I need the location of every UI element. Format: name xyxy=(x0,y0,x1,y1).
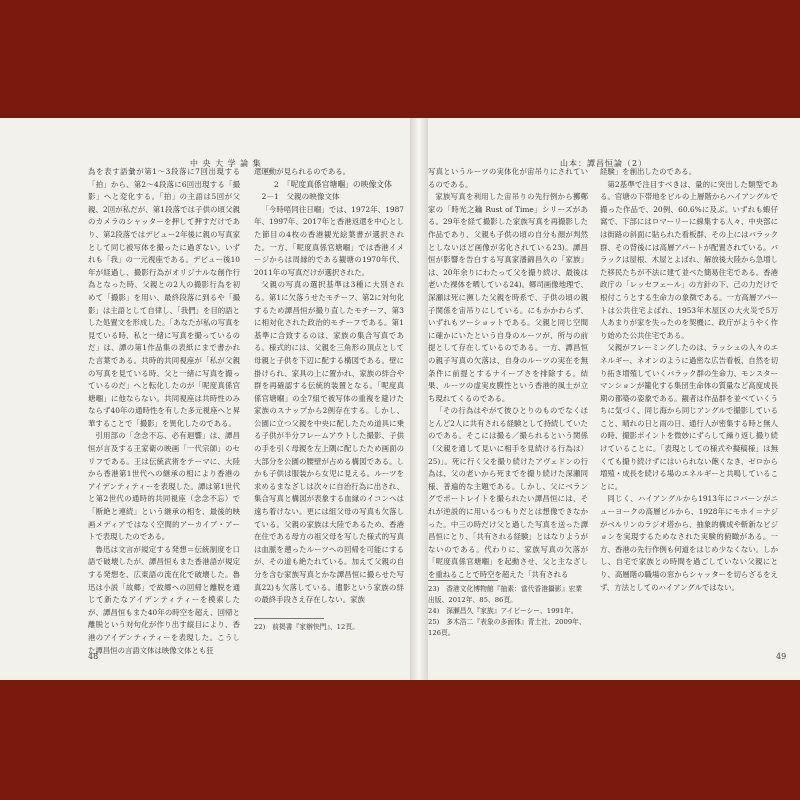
right-column-1 xyxy=(428,166,588,579)
page-number-left: 48 xyxy=(88,652,99,661)
running-head-left: 中 央 大 学 論 集 xyxy=(190,159,262,168)
running-head-right: 山本：譚昌恒論（2） xyxy=(560,159,648,168)
section-title: 2 「呢度真係官塘嗰」の映像文体 xyxy=(273,179,392,189)
paragraph: 還運動が見られるのである。 xyxy=(254,167,351,176)
paragraph: 為を表す語彙が第1〜3段落に7回出現する「拍」から、第2〜4段落に6回出現する「撮影」へと変化する。「拍」の主語は5回が父親、2回が私だが、第1段落では子供の頃父親のカメラのシャッターを押して押すだけであり、第2段落ではデビュー2年後に親の写真家として同じ被写体を撮ったに過ぎない。いずれも「我」の一元視座である。デビュー後10年が経過し、撮影行為がオリジナルな創作行為となった時、父親との2人の撮影行為を初めて「撮影」を用い、最終段落に到るや「撮影」は主語として自律し、「我們」を目的語とした処置文を形成した。「あなたが私の写真を見ている時、私と一緒に写真を撮っているのだ」は、譚の第1作品集の表紙にまで書かれた言葉である。共時的共同視座が「私が父親の写真を見ている時、父と一緒に写真を撮っているのだ」へと転化したのが「呢度真係官塘嗰」に他ならない。共同視座は共時性のみならず40年の通時性を有した多元視座へと昇華することで「撮影」を異化したのである。 xyxy=(88,167,240,428)
right-page xyxy=(428,118,800,680)
left-page xyxy=(0,118,410,680)
footnote-rule xyxy=(254,618,324,619)
paragraph: 父親がフレーミングしたのは、ラッシュの人々のエネルギー、ネオンのように過密な広告看板、自然を切り拓き増殖していくバラック群の生命力、モンスターマンションが籠化する集団生命体の質量など高度成長期の都築の姿象である。観者は作品群を並べていくうちに気づく、同じ海から同じアングルで撮影していること、晴れの日と雨の日、通行人が密集する時と無人の時、撮影ポイントを微妙にずらして繰り返し撮り続けていることに。「表現としての様式や擬稿様」は無くても撮り続けずにはいられない飽くなき、ゼロから増殖・成長を続ける場のエネルギーと共鳴していることに。 xyxy=(600,343,778,491)
paragraph: 父親の写真の選択基準は3種に大別される。第1に欠落うせたモチーフ、第2に対句化するため譚昌恒が撮り直したモチーフ、第3に相対化された政治的モチーフである。第1基準に合致するのは、家族の集合写真である。様式的には、父親を三角形の頂点として母親と子供を下辺に配する構図である。壁に掛けられ、家具の上に置かれ、家族の絆合や群を再確認する伝統的装置となる。「呢度真係官塘嗰」の全7組で被写体の重複を避けた家族のスナップから2例存在する。しかし、公園に立つ父親を中央に配したため道具に乗る子供が半分フレームアウトした撮影、子供の手を引く母親を左上隅に配したため画面の大部分を公園の腰壁が占める構図である。しかも子供は服装から女児に見える。ルーツを求めるまなざしは次々に自治行為に出され、集合写真と構図が表象する血縁のイコンへは遠ち着けない。更には組父母の写真も欠落している。父親の家族は大陸であるため、香港在住である母方の祖父母を写した様式的写真は血脈を遡ったルーツへの回帰を可能にするが、その道も絶たれている。加えて父親の自分を含む家族写真とかな譚昌恒に撮らせた写真22)も欠落している。遺影という家族の絆の最終手段さえ存在しない。家族 xyxy=(254,280,404,605)
paragraph: 「今時唔同往日嗰」では、1972年、1987年、1997年、2017年と香港返還を中心とした節目の4枚の香港観光絵葉書が選択された。一方、「呢度真係官塘嗰」では香港イメージからは周縁的である観塘の1970年代、2011年の写真だけが選択された。 xyxy=(254,204,404,277)
paragraph: 家族写真を利用した宙吊りの先行例から擲鄭家の「時光之鑰 Rust of Time」シリーズがある。29年を経て撮影した家族写真を再撮影した作品であり、父親も子供の頃の自分も顔が判然としないほど画像が劣化されている23)。譚昌恒が影響を告白する写真家潘錦昌久の「家族」は、20年余りにわたって父を撮り続け、最後は老いた裸体を晒している24)。郷司画像地理で、深瀬は死に瀕した父親を時系で、子供の頃の親子関係を宙吊りにしている。にもかかわらず、いずれもツーショットである。父親と同じ空間に確かにいたという自身のルーツが、所与の前提として存在しているのである。一方、譚昌恒の親子写真の欠落は、自身のルーツの実在を無条件に前提とするナイーブさを排除する。結果、ルーツの虚実皮膜性という香港的風土が立ち現れてくるのである。 xyxy=(428,192,588,403)
open-book xyxy=(0,118,800,680)
footnote: 22) 前掲書『家辦快門』、12頁。 xyxy=(254,623,359,631)
footnote: 24) 深瀬昌久『家族』アイピーシー、1991年。 xyxy=(428,607,578,615)
paragraph: 経験」を創出したのである。 xyxy=(600,167,697,176)
paragraph: 同じく、ハイアングルから1913年にコバーンがニューヨークの高層ビルから、1928年にモホイ＝ナジがベルリンのラジオ塔から、抽象的構成や斬新なビジョンを実現するためなされた実験的俯瞰がある。一方、香港の先行作例も何道をはじめ少なくない。しかし、自宅で家族との時間を過ごしていない父親にとり、高層階の職場の窓からシャッターを切らざるをえず、方法としてのハイアングルではない。 xyxy=(600,494,778,592)
footnote: 23) 香港文化博物館『抽素：當代香港攝影』宏業出版、2012年、85、86頁。 xyxy=(428,585,583,604)
book-gutter xyxy=(410,118,428,680)
top-dark-border xyxy=(0,0,800,118)
page-number-right: 49 xyxy=(776,652,787,661)
footnote-rule xyxy=(428,580,498,581)
paragraph: 魯迅は文言が規定する発想＝伝統制度を口語で破壊したが、譚昌恒もまた香港語が規定する発想を、広東語の流在化で破壊した。魯迅は小説「故郷」で故郷への回帰と離脱を通じて新たなアイデンティティーを模索したが、譚昌恒もまた40年の時空を超え、回帰と離脱という対句化が作り出す縦目により、香港のアイデンティティーを表現した。こうした譚昌恒の言語文体は映像文体とも狂 xyxy=(88,544,240,655)
subsection-title: 2－1 父親の映像文体 xyxy=(261,192,340,202)
paragraph: 写真というルーツの実体化が宙吊りにされているのである。 xyxy=(428,167,588,189)
paragraph: 第2基準で注目すべきは、量的に突出した類型である。官塘の下帯地をビルの上層階からハイアングルで撮った作品で、20例、60.6%に及ぶ。いずれも蝦仔窩で、下部にはロマーリーに線集する人々、中央部には街路の斜面に貼られた看板群、その上にはバラック群、その背後には高層アパートが配置されている。バラックは屋根、木屋とよばれ、解放後大陸から急増した移民たちが不法に建て並べた簡易住宅である。香港政庁の「レッセフェール」の方針の下、己の力だけで根付こうとする生命力の象徴である。一方高層アパートは公共住宅よばれ、1953年木屋区の大火災で5万人あまりが家を失ったのを契機に、政庁がようやく作り始めた公共住宅である。 xyxy=(600,179,778,340)
right-column-2 xyxy=(600,166,778,596)
bottom-dark-border xyxy=(0,680,800,800)
paragraph: 「その行為はやがて彼ひとりのものでなくほとんど2人に共有される経験として持続していたのである。そこには撮る／撮られるという関係（父親を通して見いに相手を見続ける行為は）25)」。死に行く父を撮り続けたアヴェドンの行為は、父の老いから死までを撮り続けた深瀬同様、普遍的な主題である。しかし、父にベラングでポートレイトを撮られたい譚昌恒には、それが逆説的に用いるつもりだとは想像できなかった。中三の時だけ父と過した写真を送った譚昌恒にとり、「共有される経験」とはなりようがないのである。代わりに、家族写真の欠落が「呢度真係官塘嗰」を起動させ、父と主なざしを重ねることで時空を超えた「共有される xyxy=(428,406,588,579)
footnote: 25) 多木浩二『表象の多面体』青土社、2009年、126頁。 xyxy=(428,618,586,637)
paragraph: 引用部の「念念不忘、必有迴響」は、譚昌恒が言及する王家衛の映画「一代宗師」のセリフである。王は伝統武術をテーマに、大陸から香港第1世代への継承の相により香港のアイデンティティーを表現した。譚は第1世代と第2世代の通時的共同視座（念念不忘）で「断絶と連続」という継承の相を、最後的映画メディアではなく空間的アーカイブ・アートで表現したのである。 xyxy=(88,431,240,542)
footnotes-left xyxy=(254,612,404,633)
footnotes-right xyxy=(428,574,588,639)
left-column-2 xyxy=(254,166,404,606)
left-column-1 xyxy=(88,166,240,655)
